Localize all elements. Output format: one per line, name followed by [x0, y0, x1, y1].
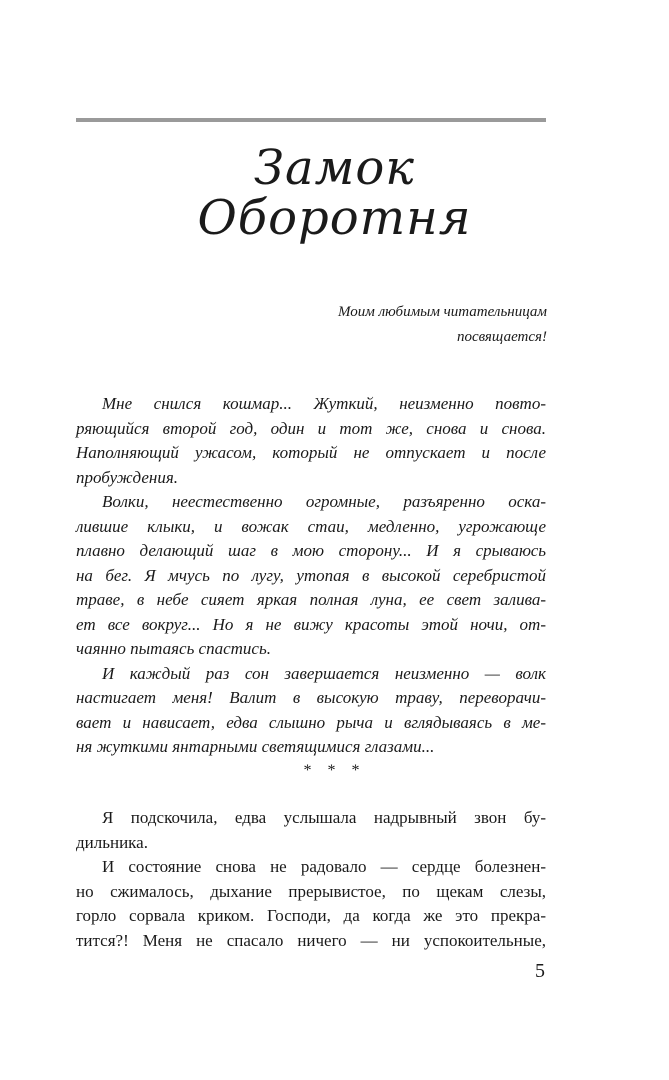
chapter-title-line-1: Замок	[254, 140, 415, 196]
section-separator: * * *	[303, 762, 366, 779]
text-line: ня жуткими янтарными светящимися глазами...	[76, 737, 435, 756]
text-line: Волки, неестественно огромные, разъяренно оска-	[102, 492, 546, 511]
text-line: Наполняющий ужасом, который не отпускает и после	[76, 443, 546, 462]
chapter-body	[76, 806, 546, 953]
dedication	[338, 300, 547, 350]
page-number: 5	[535, 960, 545, 982]
text-line: тится?! Меня не спасало ничего — ни успокоительные,	[76, 930, 546, 950]
text-line: вает и нависает, едва слышно рыча и вглядываясь в ме-	[76, 712, 546, 732]
header-rule	[76, 118, 546, 122]
text-line: плавно делающий шаг в мою сторону... И я срываюсь	[76, 541, 546, 560]
text-line: чаянно пытаясь спастись.	[76, 639, 271, 658]
text-line: пробуждения.	[76, 467, 178, 487]
text-line: дильника.	[76, 832, 148, 852]
text-line: ет все вокруг... Но я не вижу красоты этой ночи, от-	[76, 614, 546, 634]
text-line: горло сорвала криком. Господи, да когда же это прекра-	[76, 906, 546, 925]
text-line: на бег. Я мчусь по лугу, утопая в высокой серебристой	[76, 565, 546, 585]
text-line: Мне снился кошмар... Жуткий, неизменно повто-	[102, 394, 546, 413]
chapter-title-line-2: Оборотня	[197, 190, 472, 246]
text-line: Я подскочила, едва услышала надрывный звон бу-	[102, 808, 546, 827]
text-line: но сжималось, дыхание прерывистое, по щекам слезы,	[76, 881, 546, 901]
dedication-line-1: Моим любимым читательницам	[338, 304, 547, 320]
text-line: ряющийся второй год, один и тот же, снова и снова.	[76, 418, 546, 438]
text-line: И каждый раз сон завершается неизменно — волк	[102, 663, 546, 683]
dedication-line-2: посвящается!	[456, 329, 547, 345]
text-line: лившие клыки, и вожак стаи, медленно, угрожающе	[76, 516, 546, 536]
dream-prologue	[76, 392, 546, 760]
text-line: настигает меня! Валит в высокую траву, переворачи-	[76, 688, 546, 707]
text-line: И состояние снова не радовало — сердце болезнен-	[102, 857, 546, 876]
text-line: траве, в небе сияет яркая полная луна, ее свет залива-	[76, 590, 546, 609]
